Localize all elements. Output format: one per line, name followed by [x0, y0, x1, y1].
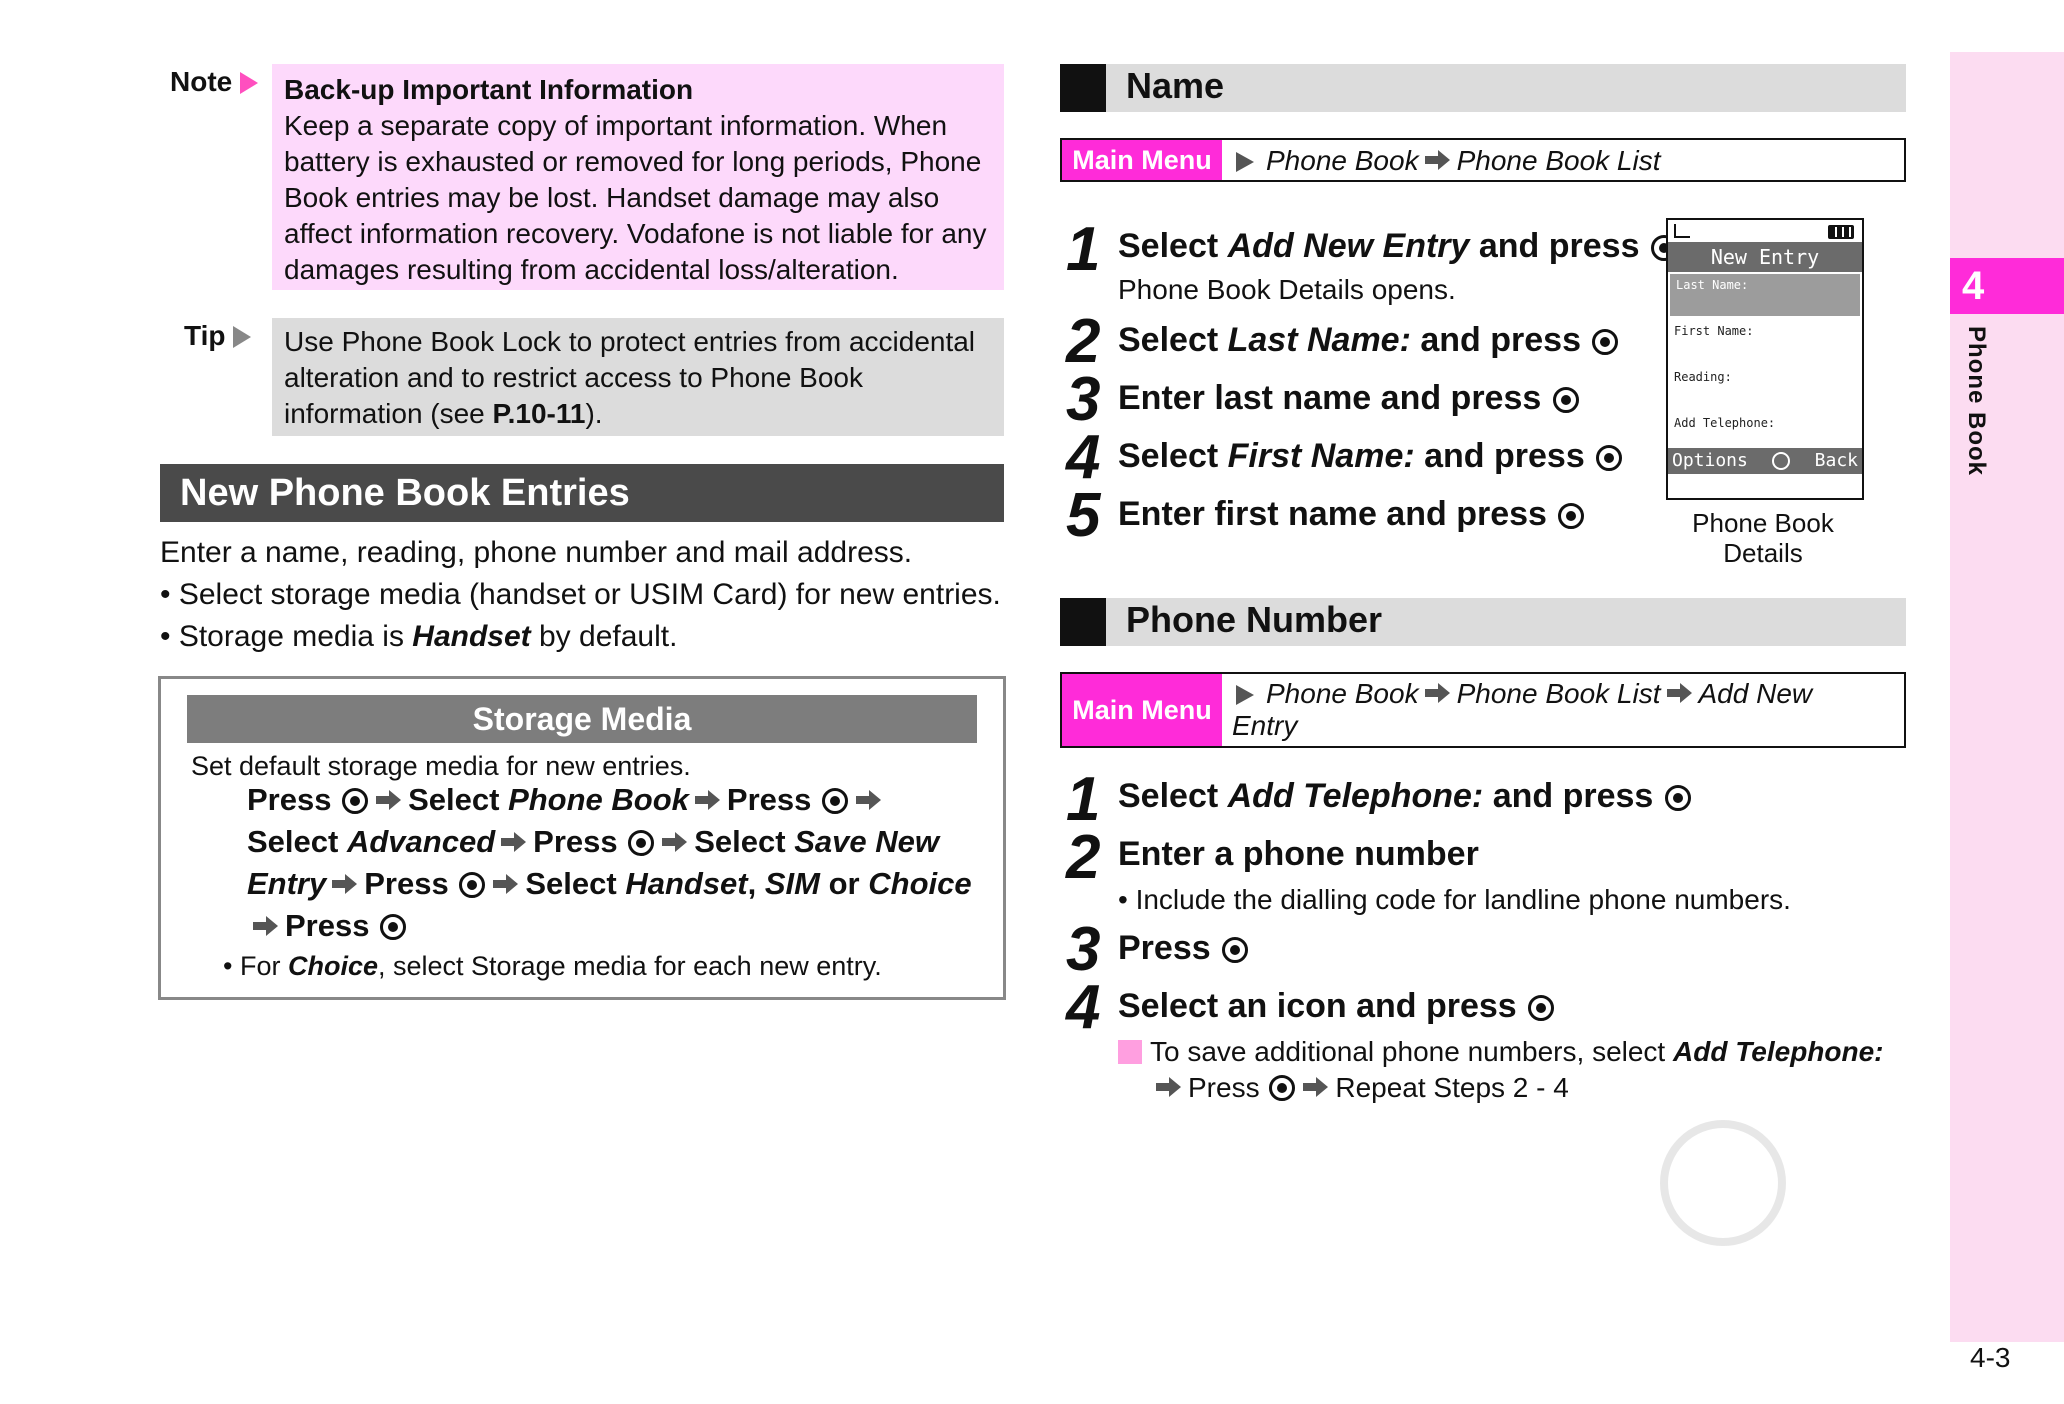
menu-path-item: Phone Book List: [1456, 678, 1661, 709]
menu-path-item: Add New: [1698, 678, 1813, 709]
note-box: [272, 64, 1004, 290]
tip-line: Use Phone Book Lock to protect entries from accidental: [284, 326, 976, 357]
phone-field-reading[interactable]: Reading:: [1674, 370, 1732, 384]
storage-media-title: Storage Media: [187, 695, 977, 743]
battery-icon: [1828, 225, 1854, 239]
softkey-back[interactable]: Back: [1814, 450, 1858, 471]
note-title: Back-up Important Information: [284, 74, 694, 105]
intro-text: Enter a name, reading, phone number and mail address.: [160, 536, 913, 569]
storage-step-line: Select Advanced Press Select Save New: [247, 824, 939, 859]
arrow-icon: [856, 790, 882, 810]
phone-softkeys: [1668, 448, 1862, 474]
step-text: Enter last name and press: [1118, 376, 1581, 420]
arrow-icon: [332, 874, 358, 894]
menu-path-text: [1222, 140, 1671, 180]
arrow-icon: [1425, 150, 1451, 170]
arrow-icon: [695, 790, 721, 810]
step-text: Select First Name: and press: [1118, 434, 1624, 478]
arrow-icon: [1667, 683, 1693, 703]
paw-icon: [1660, 1120, 1786, 1246]
step-text: Enter a phone number: [1118, 835, 1479, 873]
menu-path-item: Phone Book List: [1456, 145, 1661, 176]
note-line: damages resulting from accidental loss/alteration.: [284, 254, 899, 285]
phone-field-add-telephone[interactable]: Add Telephone:: [1674, 416, 1776, 430]
section-heading-name: Name: [1126, 65, 1225, 106]
tip-box: [272, 318, 1004, 436]
chapter-side-tab: [1950, 52, 2064, 1342]
center-key-icon: [1558, 503, 1584, 529]
note-line: affect information recovery. Vodafone is not liable for any: [284, 218, 987, 249]
section-heading-phone-number: Phone Number: [1126, 599, 1383, 640]
step-text: Select Add Telephone: and press: [1118, 774, 1693, 818]
watermark-logo: [1480, 1120, 1940, 1320]
tip-arrow-icon: [233, 326, 251, 348]
step-text: Select Last Name: and press: [1118, 318, 1620, 362]
storage-choice-note: • For Choice, select Storage media for each new entry.: [223, 951, 882, 981]
softkey-options[interactable]: Options: [1672, 450, 1748, 471]
arrow-icon: [493, 874, 519, 894]
phone-screen-caption: Phone Book Details: [1692, 508, 1834, 568]
heading-square-icon: [1060, 64, 1106, 112]
menu-path-item: Phone Book: [1266, 678, 1419, 709]
arrow-icon: [662, 832, 688, 852]
nav-key-icon: [1772, 452, 1790, 470]
arrow-icon: [376, 790, 402, 810]
chapter-number: 4: [1950, 258, 2064, 314]
storage-steps: [247, 779, 977, 947]
phone-screen-title: New Entry: [1668, 242, 1862, 272]
center-key-icon: [628, 830, 654, 856]
tip-label: Tip: [184, 320, 251, 352]
chapter-label: Phone Book: [1963, 326, 1990, 477]
menu-path-item: Entry: [1232, 710, 1298, 741]
phone-field-first-name[interactable]: First Name:: [1674, 324, 1754, 338]
step-number: 1: [1066, 215, 1101, 284]
center-key-icon: [459, 872, 485, 898]
center-key-icon: [1269, 1075, 1295, 1101]
step-number: 4: [1066, 973, 1101, 1042]
step-text: Enter first name and press: [1118, 492, 1586, 536]
center-key-icon: [1665, 785, 1691, 811]
step-subtext: • Include the dialling code for landline phone numbers.: [1118, 884, 1791, 915]
step-text: Press: [1118, 926, 1250, 970]
step-text: Select an icon and press: [1118, 984, 1556, 1028]
number-menu-path: [1060, 672, 1906, 748]
center-key-icon: [1596, 445, 1622, 471]
step-number: 5: [1066, 481, 1101, 550]
note-arrow-icon: [240, 72, 258, 94]
step-number: 3: [1066, 365, 1101, 434]
path-arrow-icon: [1236, 152, 1254, 172]
phone-field-last-name[interactable]: Last Name:: [1670, 274, 1860, 316]
storage-media-box: [158, 676, 1006, 1000]
step-number: 2: [1066, 823, 1101, 892]
note-line: battery is exhausted or removed for long periods, Phone: [284, 146, 982, 177]
center-key-icon: [1553, 387, 1579, 413]
storage-step-line: Press: [247, 905, 977, 947]
new-entries-intro: [160, 532, 1020, 658]
main-menu-button[interactable]: Main Menu: [1062, 674, 1222, 746]
storage-description: Set default storage media for new entries.: [191, 751, 691, 781]
path-arrow-icon: [1236, 685, 1254, 705]
note-line: Book entries may be lost. Handset damage may also: [284, 182, 940, 213]
storage-step-line: Entry Press Select Handset, SIM or Choice: [247, 866, 972, 901]
menu-path-item: Phone Book: [1266, 145, 1419, 176]
storage-step-line: Press Select Phone Book Press: [247, 779, 977, 821]
menu-path-text: [1222, 674, 1822, 746]
bullet-storage-select: • Select storage media (handset or USIM Card) for new entries.: [160, 578, 1001, 611]
step-number: 3: [1066, 915, 1101, 984]
step-number: 4: [1066, 423, 1101, 492]
step-subtext: Phone Book Details opens.: [1118, 274, 1456, 305]
tip-line: information (see P.10-11).: [284, 398, 603, 429]
main-menu-button[interactable]: Main Menu: [1062, 140, 1222, 180]
arrow-icon: [1156, 1077, 1182, 1097]
note-label: Note: [170, 66, 258, 98]
tip-line: alteration and to restrict access to Phone Book: [284, 362, 863, 393]
section-heading-new-entries: New Phone Book Entries: [160, 464, 1004, 522]
step-number: 1: [1066, 765, 1101, 834]
signal-icon: [1674, 224, 1690, 238]
step-number: 2: [1066, 307, 1101, 376]
page-number: 4-3: [1970, 1342, 2011, 1373]
bullet-storage-default: • Storage media is Handset by default.: [160, 620, 678, 653]
arrow-icon: [1425, 683, 1451, 703]
center-key-icon: [342, 788, 368, 814]
center-key-icon: [1222, 937, 1248, 963]
step-text: Select Add New Entry and press: [1118, 224, 1679, 268]
center-key-icon: [822, 788, 848, 814]
heading-square-icon: [1060, 598, 1106, 646]
phone-screen: [1666, 218, 1864, 500]
arrow-icon: [1303, 1077, 1329, 1097]
extra-numbers-hint: To save additional phone numbers, select Add Telephone: Press Repeat Steps 2 - 4: [1118, 1034, 1918, 1106]
arrow-icon: [253, 916, 279, 936]
arrow-icon: [501, 832, 527, 852]
center-key-icon: [380, 914, 406, 940]
name-menu-path: [1060, 138, 1906, 182]
center-key-icon: [1592, 329, 1618, 355]
status-bar: [1668, 220, 1862, 242]
note-line: Keep a separate copy of important information. When: [284, 110, 948, 141]
hint-square-icon: [1118, 1040, 1142, 1064]
center-key-icon: [1528, 995, 1554, 1021]
page-reference: P.10-11: [492, 398, 586, 429]
